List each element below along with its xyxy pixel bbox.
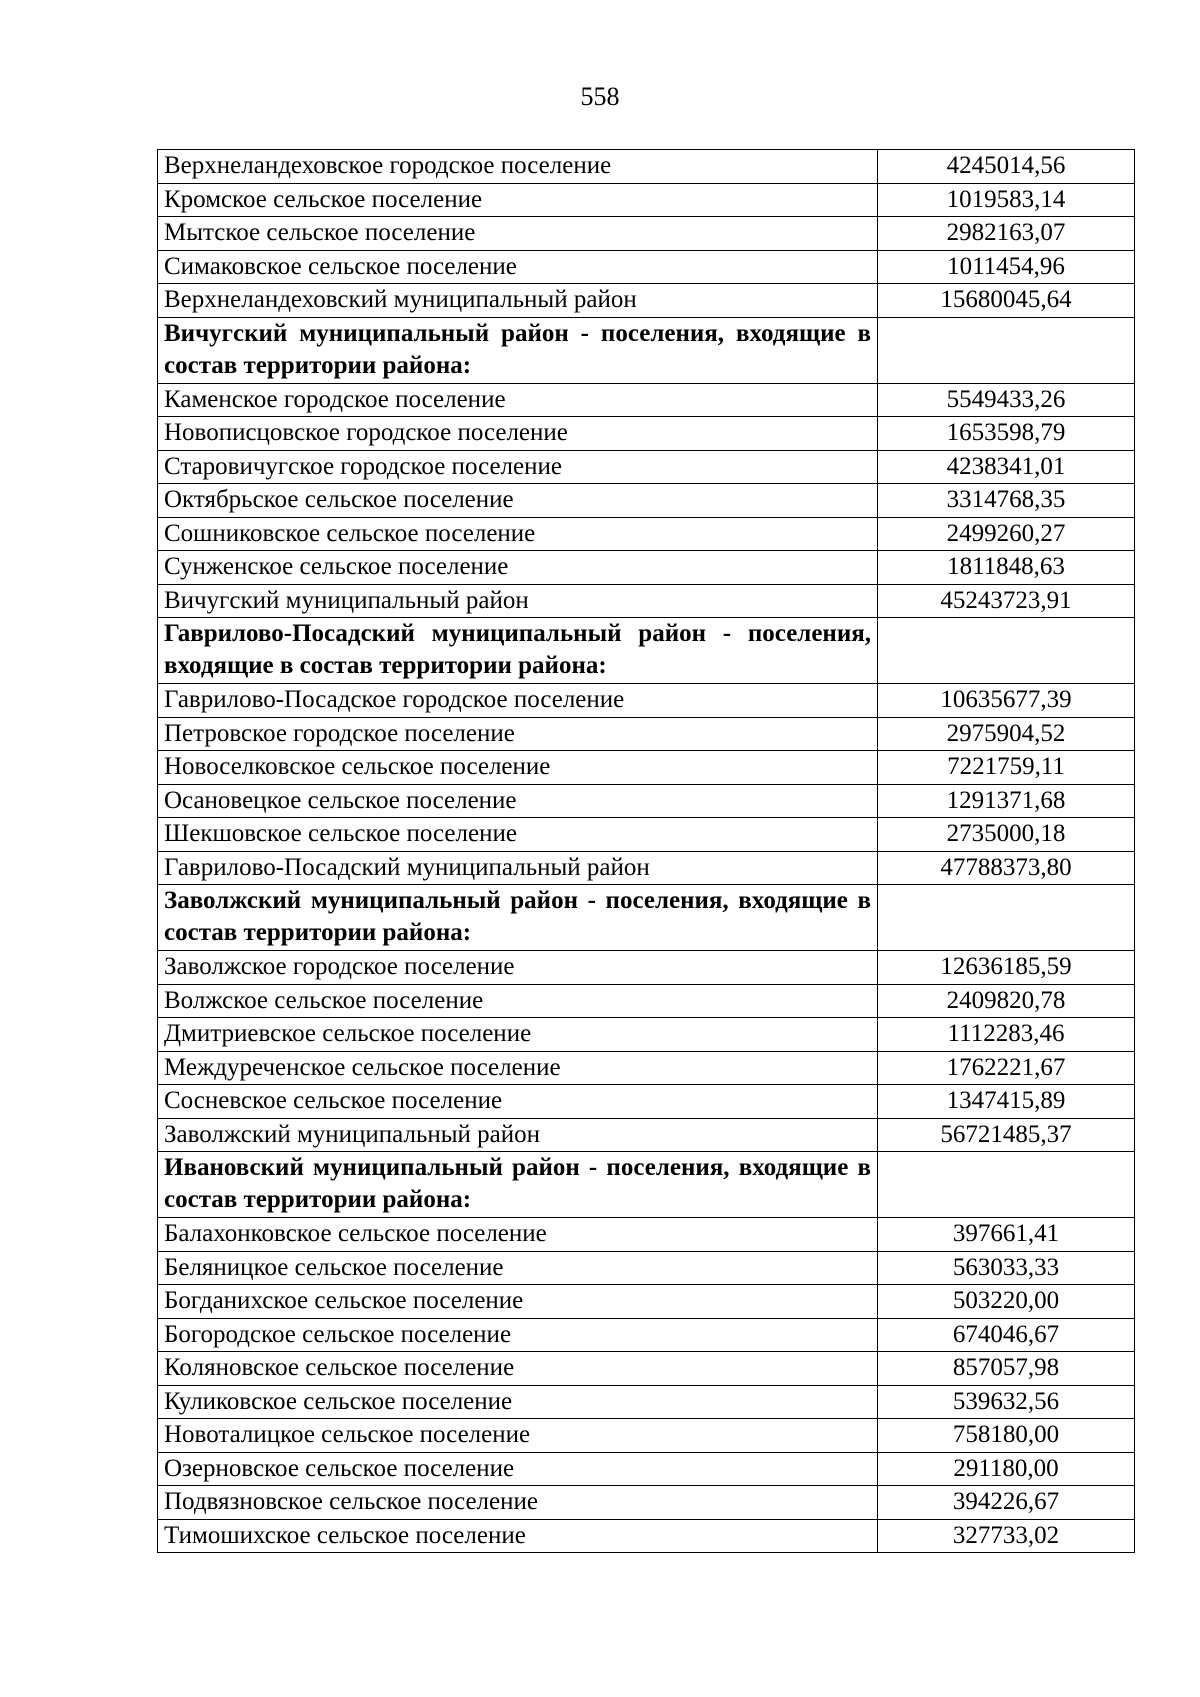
settlement-name-cell: Дмитриевское сельское поселение [158,1018,878,1052]
amount-cell [878,618,1135,684]
settlement-name-cell: Каменское городское поселение [158,383,878,417]
table-row [158,383,1135,417]
settlement-name-cell: Заволжский муниципальный район [158,1118,878,1152]
amount-cell: 674046,67 [878,1318,1135,1352]
table-row [158,1051,1135,1085]
settlement-name-cell: Новописцовское городское поселение [158,417,878,451]
amount-cell: 2735000,18 [878,818,1135,852]
settlement-name-cell: Богородское сельское поселение [158,1318,878,1352]
settlement-name-cell: Куликовское сельское поселение [158,1385,878,1419]
settlement-name-cell: Новоталицкое сельское поселение [158,1419,878,1453]
settlement-name-cell: Верхнеландеховский муниципальный район [158,284,878,318]
amount-cell: 2975904,52 [878,717,1135,751]
amount-cell: 3314768,35 [878,484,1135,518]
amount-cell: 1762221,67 [878,1051,1135,1085]
table-row [158,818,1135,852]
settlement-name-cell: Волжское сельское поселение [158,984,878,1018]
table-row [158,450,1135,484]
amount-cell: 1347415,89 [878,1085,1135,1119]
amount-cell: 1112283,46 [878,1018,1135,1052]
amount-cell: 397661,41 [878,1218,1135,1252]
amount-cell: 15680045,64 [878,284,1135,318]
amount-cell: 47788373,80 [878,851,1135,885]
table-row [158,484,1135,518]
table-row [158,250,1135,284]
table-row [158,1318,1135,1352]
amount-cell: 7221759,11 [878,751,1135,785]
table-row [158,551,1135,585]
group-header-row [158,317,1135,383]
group-header-row [158,618,1135,684]
amount-cell: 539632,56 [878,1385,1135,1419]
amount-cell: 56721485,37 [878,1118,1135,1152]
settlement-name-cell: Новоселковское сельское поселение [158,751,878,785]
amount-cell [878,1152,1135,1218]
group-header-cell: Вичугский муниципальный район - поселения, входящие в состав территории района: [158,317,878,383]
settlement-name-cell: Балахонковское сельское поселение [158,1218,878,1252]
amount-cell [878,885,1135,951]
table-row [158,284,1135,318]
table-row [158,417,1135,451]
settlements-table [157,149,1135,1553]
group-header-cell: Ивановский муниципальный район - поселения, входящие в состав территории района: [158,1152,878,1218]
settlement-name-cell: Гаврилово-Посадское городское поселение [158,684,878,718]
amount-cell: 1011454,96 [878,250,1135,284]
table-row [158,183,1135,217]
amount-cell: 1291371,68 [878,784,1135,818]
settlement-name-cell: Беляницкое сельское поселение [158,1251,878,1285]
page-number: 558 [580,82,620,111]
table-row [158,517,1135,551]
settlement-name-cell: Мытское сельское поселение [158,217,878,251]
table-row [158,751,1135,785]
table-row [158,217,1135,251]
amount-cell: 1019583,14 [878,183,1135,217]
amount-cell [878,317,1135,383]
settlement-name-cell: Петровское городское поселение [158,717,878,751]
settlement-name-cell: Озерновское сельское поселение [158,1452,878,1486]
table-row [158,1251,1135,1285]
amount-cell: 2982163,07 [878,217,1135,251]
amount-cell: 857057,98 [878,1352,1135,1386]
table-row [158,1519,1135,1553]
settlement-name-cell: Шекшовское сельское поселение [158,818,878,852]
table-row [158,1118,1135,1152]
amount-cell: 45243723,91 [878,584,1135,618]
settlement-name-cell: Сунженское сельское поселение [158,551,878,585]
group-header-row [158,1152,1135,1218]
amount-cell: 4245014,56 [878,150,1135,184]
table-row [158,784,1135,818]
table-row [158,684,1135,718]
table-body [158,150,1135,1553]
amount-cell: 1653598,79 [878,417,1135,451]
settlement-name-cell: Заволжское городское поселение [158,951,878,985]
amount-cell: 2409820,78 [878,984,1135,1018]
settlement-name-cell: Тимошихское сельское поселение [158,1519,878,1553]
settlement-name-cell: Междуреченское сельское поселение [158,1051,878,1085]
settlement-name-cell: Октябрьское сельское поселение [158,484,878,518]
group-header-cell: Заволжский муниципальный район - поселения, входящие в состав территории района: [158,885,878,951]
amount-cell: 394226,67 [878,1486,1135,1520]
amount-cell: 563033,33 [878,1251,1135,1285]
amount-cell: 5549433,26 [878,383,1135,417]
amount-cell: 291180,00 [878,1452,1135,1486]
settlement-name-cell: Коляновское сельское поселение [158,1352,878,1386]
settlement-name-cell: Сосневское сельское поселение [158,1085,878,1119]
settlement-name-cell: Симаковское сельское поселение [158,250,878,284]
table-row [158,1452,1135,1486]
table-row [158,1486,1135,1520]
settlement-name-cell: Гаврилово-Посадский муниципальный район [158,851,878,885]
table-row [158,1285,1135,1319]
amount-cell: 2499260,27 [878,517,1135,551]
amount-cell: 327733,02 [878,1519,1135,1553]
table-row [158,851,1135,885]
amount-cell: 503220,00 [878,1285,1135,1319]
amount-cell: 12636185,59 [878,951,1135,985]
settlement-name-cell: Осановецкое сельское поселение [158,784,878,818]
settlement-name-cell: Вичугский муниципальный район [158,584,878,618]
table-row [158,1419,1135,1453]
amount-cell: 10635677,39 [878,684,1135,718]
settlement-name-cell: Кромское сельское поселение [158,183,878,217]
amount-cell: 4238341,01 [878,450,1135,484]
table-row [158,1218,1135,1252]
group-header-row [158,885,1135,951]
table-row [158,584,1135,618]
amount-cell: 1811848,63 [878,551,1135,585]
table-row [158,984,1135,1018]
table-row [158,150,1135,184]
table-row [158,1385,1135,1419]
table-row [158,1352,1135,1386]
settlement-name-cell: Подвязновское сельское поселение [158,1486,878,1520]
settlement-name-cell: Богданихское сельское поселение [158,1285,878,1319]
settlement-name-cell: Верхнеландеховское городское поселение [158,150,878,184]
settlement-name-cell: Старовичугское городское поселение [158,450,878,484]
amount-cell: 758180,00 [878,1419,1135,1453]
settlement-name-cell: Сошниковское сельское поселение [158,517,878,551]
table-row [158,1085,1135,1119]
table-row [158,1018,1135,1052]
table-row [158,717,1135,751]
group-header-cell: Гаврилово-Посадский муниципальный район - поселения, входящие в состав территории района: [158,618,878,684]
table-row [158,951,1135,985]
